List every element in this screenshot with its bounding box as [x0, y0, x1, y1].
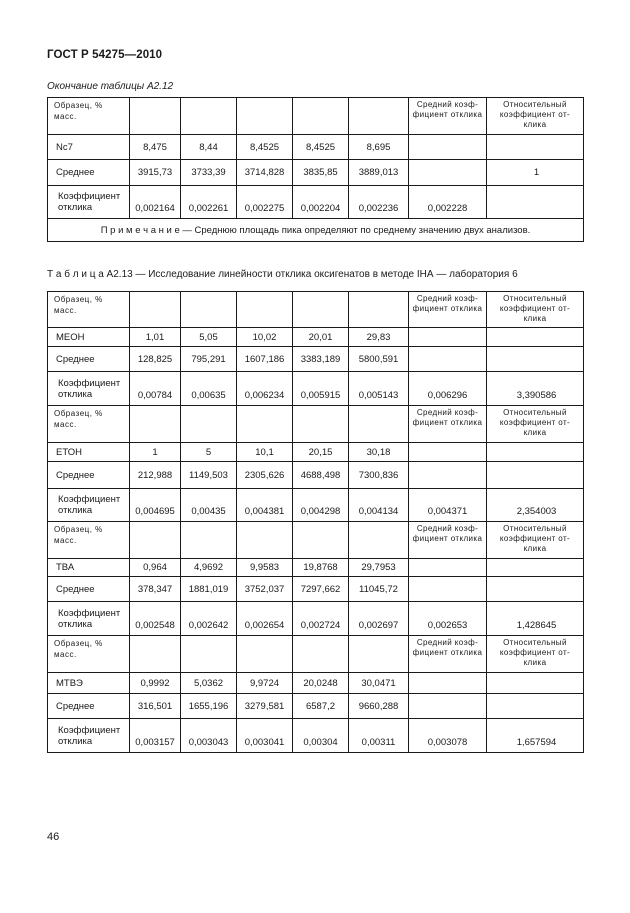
- value-cell: 0,002164: [130, 186, 181, 219]
- value-cell: 378,347: [130, 577, 181, 602]
- empty-cell: [130, 292, 181, 328]
- value-cell: 0,005143: [349, 372, 409, 406]
- rel-coef-header: Относительный коэффициент от-клика: [487, 406, 584, 443]
- value-cell: 5800,591: [349, 347, 409, 372]
- rel-coef-cell: [487, 135, 584, 160]
- value-cell: 2305,626: [237, 462, 293, 489]
- table-row: [48, 443, 584, 462]
- value-cell: 128,825: [130, 347, 181, 372]
- value-cell: 0,00435: [181, 489, 237, 522]
- rel-coef-header: Относительный коэффициент от-клика: [487, 636, 584, 673]
- avg-coef-cell: 0,002228: [409, 186, 487, 219]
- avg-coef-cell: [409, 160, 487, 186]
- empty-cell: [181, 522, 237, 559]
- rel-coef-header: Относительный коэффициент от-клика: [487, 98, 584, 135]
- sample-header-row: [48, 292, 584, 328]
- avg-coef-cell: [409, 559, 487, 577]
- rel-coef-cell: [487, 186, 584, 219]
- value-cell: 3383,189: [293, 347, 349, 372]
- empty-cell: [130, 522, 181, 559]
- value-cell: 1655,196: [181, 694, 237, 719]
- table-row: [48, 577, 584, 602]
- value-cell: 795,291: [181, 347, 237, 372]
- rel-coef-cell: [487, 673, 584, 694]
- table-row: [48, 372, 584, 406]
- value-cell: 29,7953: [349, 559, 409, 577]
- value-cell: 0,002236: [349, 186, 409, 219]
- value-cell: 7297,662: [293, 577, 349, 602]
- sample-header-cell: Образец, % масс.: [48, 522, 130, 559]
- avg-coef-cell: [409, 347, 487, 372]
- value-cell: 6587,2: [293, 694, 349, 719]
- value-cell: 7300,836: [349, 462, 409, 489]
- value-cell: 10,1: [237, 443, 293, 462]
- rel-coef-header: Относительный коэффициент от-клика: [487, 292, 584, 328]
- empty-cell: [237, 522, 293, 559]
- value-cell: 316,501: [130, 694, 181, 719]
- row-label: Коэффициент отклика: [48, 489, 130, 522]
- value-cell: 4,9692: [181, 559, 237, 577]
- value-cell: 3714,828: [237, 160, 293, 186]
- rel-coef-cell: [487, 443, 584, 462]
- value-cell: 9,9583: [237, 559, 293, 577]
- avg-coef-cell: [409, 577, 487, 602]
- empty-cell: [293, 292, 349, 328]
- sample-header-row: [48, 406, 584, 443]
- value-cell: 30,18: [349, 443, 409, 462]
- table-row: [48, 186, 584, 219]
- document-code: ГОСТ Р 54275—2010: [47, 49, 163, 61]
- table-row: [48, 135, 584, 160]
- empty-cell: [237, 406, 293, 443]
- empty-cell: [349, 636, 409, 673]
- empty-cell: [349, 98, 409, 135]
- value-cell: 212,988: [130, 462, 181, 489]
- avg-coef-cell: [409, 443, 487, 462]
- value-cell: 0,00311: [349, 719, 409, 753]
- value-cell: 0,005915: [293, 372, 349, 406]
- value-cell: 0,002261: [181, 186, 237, 219]
- empty-cell: [293, 636, 349, 673]
- value-cell: 0,002724: [293, 602, 349, 636]
- table-row: [48, 719, 584, 753]
- value-cell: 0,002548: [130, 602, 181, 636]
- avg-coef-header: Средний коэф-фициент отклика: [409, 406, 487, 443]
- table-row: [48, 347, 584, 372]
- value-cell: 0,964: [130, 559, 181, 577]
- table-a2-13: [47, 291, 584, 753]
- avg-coef-cell: [409, 462, 487, 489]
- rel-coef-cell: 1,657594: [487, 719, 584, 753]
- sample-header-row: [48, 522, 584, 559]
- sample-header-row: [48, 98, 584, 135]
- value-cell: 3915,73: [130, 160, 181, 186]
- row-label: ТВА: [48, 559, 130, 577]
- avg-coef-cell: 0,006296: [409, 372, 487, 406]
- value-cell: 3889,013: [349, 160, 409, 186]
- value-cell: 1881,019: [181, 577, 237, 602]
- row-label: Коэффициент отклика: [48, 186, 130, 219]
- row-label: Среднее: [48, 694, 130, 719]
- value-cell: 10,02: [237, 328, 293, 347]
- rel-coef-cell: [487, 462, 584, 489]
- value-cell: 1149,503: [181, 462, 237, 489]
- value-cell: 0,00784: [130, 372, 181, 406]
- avg-coef-header: Средний коэф-фициент отклика: [409, 98, 487, 135]
- value-cell: 8,695: [349, 135, 409, 160]
- table-row: [48, 694, 584, 719]
- avg-coef-cell: 0,002653: [409, 602, 487, 636]
- empty-cell: [130, 406, 181, 443]
- value-cell: 0,004381: [237, 489, 293, 522]
- rel-coef-cell: [487, 559, 584, 577]
- table-row: [48, 328, 584, 347]
- value-cell: 19,8768: [293, 559, 349, 577]
- row-label: Среднее: [48, 577, 130, 602]
- avg-coef-header: Средний коэф-фициент отклика: [409, 522, 487, 559]
- rel-coef-cell: [487, 694, 584, 719]
- table-a2-12: [47, 97, 584, 242]
- row-label: Среднее: [48, 462, 130, 489]
- avg-coef-cell: [409, 673, 487, 694]
- value-cell: 8,4525: [293, 135, 349, 160]
- empty-cell: [237, 292, 293, 328]
- empty-cell: [181, 636, 237, 673]
- empty-cell: [349, 292, 409, 328]
- sample-header-row: [48, 636, 584, 673]
- value-cell: 3752,037: [237, 577, 293, 602]
- sample-header-cell: Образец, % масс.: [48, 406, 130, 443]
- value-cell: 0,002204: [293, 186, 349, 219]
- value-cell: 0,00635: [181, 372, 237, 406]
- row-label: Коэффициент отклика: [48, 372, 130, 406]
- avg-coef-header: Средний коэф-фициент отклика: [409, 292, 487, 328]
- rel-coef-cell: 2,354003: [487, 489, 584, 522]
- value-cell: 0,004695: [130, 489, 181, 522]
- empty-cell: [349, 406, 409, 443]
- value-cell: 3733,39: [181, 160, 237, 186]
- rel-coef-cell: [487, 328, 584, 347]
- value-cell: 0,002697: [349, 602, 409, 636]
- value-cell: 20,15: [293, 443, 349, 462]
- rel-coef-cell: [487, 347, 584, 372]
- note-row: [48, 219, 584, 242]
- row-label: Nc7: [48, 135, 130, 160]
- empty-cell: [130, 636, 181, 673]
- value-cell: 1607,186: [237, 347, 293, 372]
- row-label: МТВЭ: [48, 673, 130, 694]
- value-cell: 30,0471: [349, 673, 409, 694]
- value-cell: 0,003157: [130, 719, 181, 753]
- row-label: Среднее: [48, 160, 130, 186]
- value-cell: 11045,72: [349, 577, 409, 602]
- value-cell: 29,83: [349, 328, 409, 347]
- value-cell: 0,9992: [130, 673, 181, 694]
- value-cell: 20,0248: [293, 673, 349, 694]
- rel-coef-cell: 1: [487, 160, 584, 186]
- empty-cell: [293, 98, 349, 135]
- value-cell: 1,01: [130, 328, 181, 347]
- value-cell: 3835,85: [293, 160, 349, 186]
- table-row: [48, 462, 584, 489]
- value-cell: 3279,581: [237, 694, 293, 719]
- table-note: П р и м е ч а н и е — Среднюю площадь пика определяют по среднему значению двух анализов.: [48, 219, 584, 242]
- value-cell: 0,002275: [237, 186, 293, 219]
- empty-cell: [130, 98, 181, 135]
- empty-cell: [181, 406, 237, 443]
- table-row: [48, 160, 584, 186]
- avg-coef-cell: [409, 694, 487, 719]
- empty-cell: [293, 406, 349, 443]
- value-cell: 0,002654: [237, 602, 293, 636]
- rel-coef-header: Относительный коэффициент от-клика: [487, 522, 584, 559]
- value-cell: 20,01: [293, 328, 349, 347]
- value-cell: 0,00304: [293, 719, 349, 753]
- value-cell: 4688,498: [293, 462, 349, 489]
- empty-cell: [293, 522, 349, 559]
- value-cell: 5,0362: [181, 673, 237, 694]
- value-cell: 0,004134: [349, 489, 409, 522]
- row-label: Коэффициент отклика: [48, 602, 130, 636]
- empty-cell: [237, 636, 293, 673]
- table-row: [48, 559, 584, 577]
- value-cell: 0,006234: [237, 372, 293, 406]
- table-row: [48, 673, 584, 694]
- value-cell: 8,44: [181, 135, 237, 160]
- value-cell: 0,003041: [237, 719, 293, 753]
- sample-header-cell: Образец, % масс.: [48, 98, 130, 135]
- page-number: 46: [47, 831, 60, 843]
- value-cell: 9660,288: [349, 694, 409, 719]
- value-cell: 8,475: [130, 135, 181, 160]
- value-cell: 9,9724: [237, 673, 293, 694]
- avg-coef-cell: [409, 135, 487, 160]
- row-label: МЕОН: [48, 328, 130, 347]
- table-row: [48, 602, 584, 636]
- empty-cell: [237, 98, 293, 135]
- sample-header-cell: Образец, % масс.: [48, 292, 130, 328]
- value-cell: 5,05: [181, 328, 237, 347]
- empty-cell: [349, 522, 409, 559]
- rel-coef-cell: 3,390586: [487, 372, 584, 406]
- rel-coef-cell: [487, 577, 584, 602]
- value-cell: 0,003043: [181, 719, 237, 753]
- avg-coef-cell: 0,004371: [409, 489, 487, 522]
- sample-header-cell: Образец, % масс.: [48, 636, 130, 673]
- avg-coef-cell: 0,003078: [409, 719, 487, 753]
- row-label: Среднее: [48, 347, 130, 372]
- row-label: Коэффициент отклика: [48, 719, 130, 753]
- value-cell: 0,004298: [293, 489, 349, 522]
- table-row: [48, 489, 584, 522]
- table-a2-13-caption: Т а б л и ц а А2.13 — Исследование линейности отклика оксигенатов в методе IНА — лаборатория 6: [47, 269, 518, 280]
- rel-coef-cell: 1,428645: [487, 602, 584, 636]
- row-label: ЕТОН: [48, 443, 130, 462]
- avg-coef-cell: [409, 328, 487, 347]
- value-cell: 0,002642: [181, 602, 237, 636]
- empty-cell: [181, 98, 237, 135]
- empty-cell: [181, 292, 237, 328]
- value-cell: 8,4525: [237, 135, 293, 160]
- value-cell: 5: [181, 443, 237, 462]
- table-continuation-caption: Окончание таблицы А2.12: [47, 81, 174, 92]
- value-cell: 1: [130, 443, 181, 462]
- avg-coef-header: Средний коэф-фициент отклика: [409, 636, 487, 673]
